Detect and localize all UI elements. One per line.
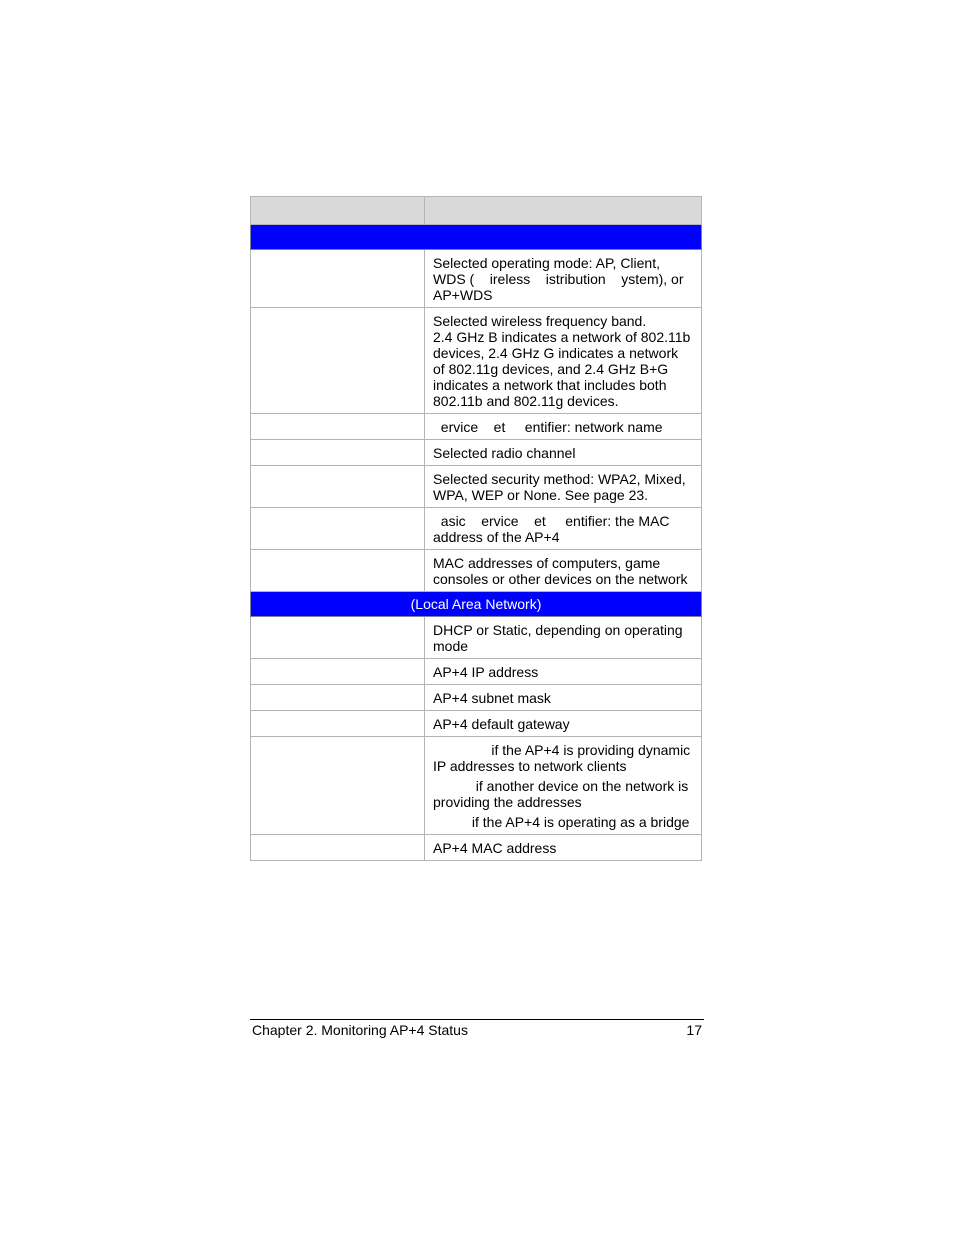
section-lan-row	[251, 592, 702, 617]
table-header-row	[251, 197, 702, 225]
description-line: mode	[433, 638, 469, 654]
description-line: 2.4 GHz B indicates a network of 802.11b	[433, 329, 691, 345]
footer-rule	[250, 1019, 704, 1020]
field-name-cell	[251, 550, 425, 592]
description-line: AP+4 IP address	[433, 664, 539, 680]
description-line: indicates a network that includes both	[433, 377, 667, 393]
table-row	[251, 685, 702, 711]
description-line: WPA, WEP or None. See page 23.	[433, 487, 649, 503]
description-line: devices, 2.4 GHz G indicates a network	[433, 345, 679, 361]
field-name-cell	[251, 414, 425, 440]
field-name-cell	[251, 659, 425, 685]
description-line: address of the AP+4	[433, 529, 560, 545]
description-cell	[425, 466, 702, 508]
description-line: Selected operating mode: AP, Client,	[433, 255, 661, 271]
description-line: asic ervice et entifier: the MAC	[433, 513, 670, 529]
description-cell	[425, 250, 702, 308]
description-line: Selected security method: WPA2, Mixed,	[433, 471, 686, 487]
description-cell	[425, 835, 702, 861]
field-name-cell	[251, 737, 425, 835]
description-cell	[425, 440, 702, 466]
table-row	[251, 659, 702, 685]
description-line: Selected radio channel	[433, 445, 576, 461]
table-row	[251, 440, 702, 466]
section-wireless-label	[251, 225, 702, 250]
description-line: MAC addresses of computers, game	[433, 555, 661, 571]
description-cell	[425, 711, 702, 737]
description-line: consoles or other devices on the network	[433, 571, 688, 587]
description-paragraph	[433, 742, 693, 774]
description-line: providing the addresses	[433, 794, 582, 810]
description-paragraph	[433, 814, 693, 830]
section-wireless-row	[251, 225, 702, 250]
field-name-cell	[251, 250, 425, 308]
description-line: 802.11b and 802.11g devices.	[433, 393, 619, 409]
table-row	[251, 550, 702, 592]
header-description-cell	[425, 197, 702, 225]
description-line: of 802.11g devices, and 2.4 GHz B+G	[433, 361, 669, 377]
header-field-cell	[251, 197, 425, 225]
field-name-cell	[251, 308, 425, 414]
table-row	[251, 308, 702, 414]
field-name-cell	[251, 440, 425, 466]
table-row	[251, 250, 702, 308]
description-cell	[425, 659, 702, 685]
table-row	[251, 466, 702, 508]
table-row	[251, 737, 702, 835]
table-row	[251, 835, 702, 861]
description-line: ervice et entifier: network name	[433, 419, 663, 435]
field-name-cell	[251, 835, 425, 861]
footer-page-number: 17	[686, 1022, 702, 1038]
status-table	[250, 196, 702, 861]
field-name-cell	[251, 466, 425, 508]
table-row	[251, 617, 702, 659]
description-cell	[425, 414, 702, 440]
description-cell	[425, 617, 702, 659]
section-lan-label: (Local Area Network)	[251, 592, 702, 617]
description-cell	[425, 508, 702, 550]
table-row	[251, 508, 702, 550]
description-paragraph	[433, 778, 693, 810]
description-cell	[425, 550, 702, 592]
description-line: WDS ( ireless istribution ystem), or	[433, 271, 684, 287]
footer-chapter-title: Chapter 2. Monitoring AP+4 Status	[252, 1022, 468, 1038]
description-line: AP+4 subnet mask	[433, 690, 551, 706]
description-line: AP+WDS	[433, 287, 493, 303]
table-row	[251, 414, 702, 440]
description-line: AP+4 MAC address	[433, 840, 557, 856]
description-line: if the AP+4 is providing dynamic	[433, 742, 691, 758]
field-name-cell	[251, 711, 425, 737]
description-cell	[425, 308, 702, 414]
description-line: DHCP or Static, depending on operating	[433, 622, 683, 638]
description-cell	[425, 737, 702, 835]
description-line: Selected wireless frequency band.	[433, 313, 647, 329]
description-line: AP+4 default gateway	[433, 716, 570, 732]
description-cell	[425, 685, 702, 711]
field-name-cell	[251, 617, 425, 659]
description-line: if another device on the network is	[433, 778, 689, 794]
description-line: if the AP+4 is operating as a bridge	[433, 814, 690, 830]
field-name-cell	[251, 685, 425, 711]
description-line: IP addresses to network clients	[433, 758, 627, 774]
table-row	[251, 711, 702, 737]
field-name-cell	[251, 508, 425, 550]
